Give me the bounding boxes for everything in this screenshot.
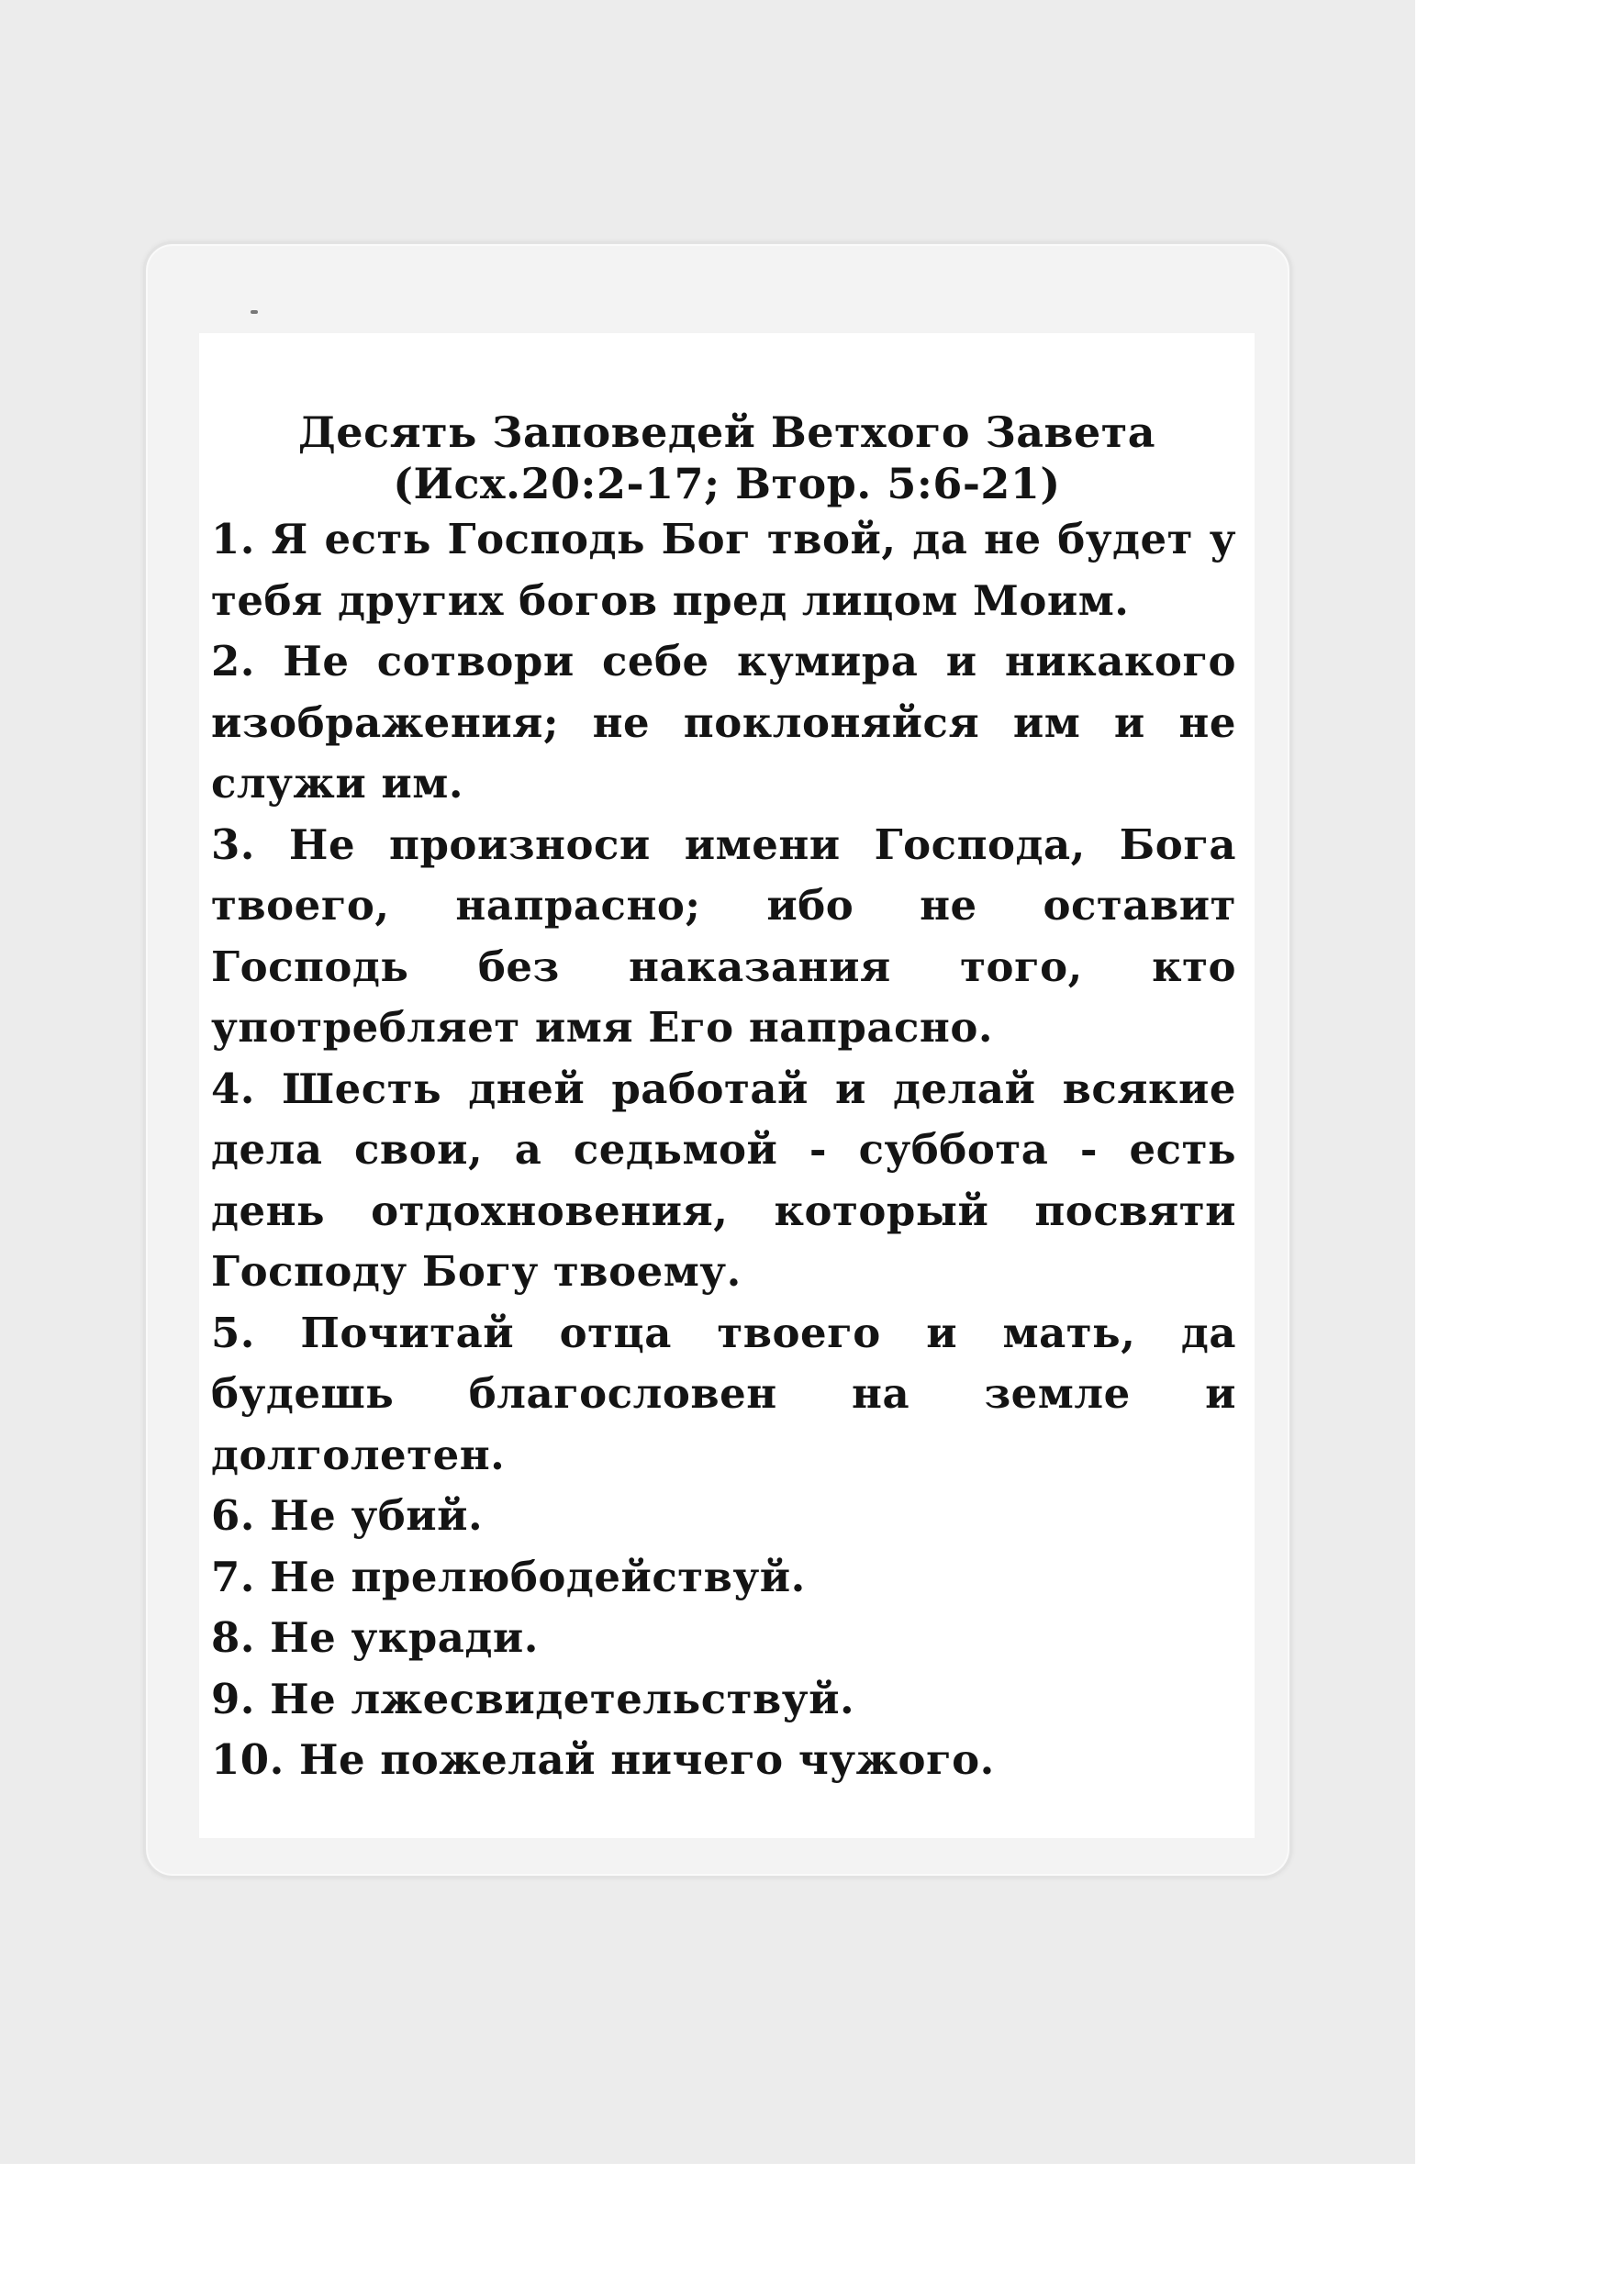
commandment-6: 6. Не убий. bbox=[211, 1491, 484, 1540]
commandment-1: 1. Я есть Господь Бог твой, да не будет у тебя других богов пред лицом Моим. bbox=[211, 515, 1236, 625]
commandment-7: 7. Не прелюбодействуй. bbox=[211, 1552, 806, 1601]
commandment-10: 10. Не пожелай ничего чужого. bbox=[211, 1735, 995, 1784]
scripture-reference: (Исх.20:2-17; Втор. 5:6-21) bbox=[393, 459, 1061, 508]
card-title: Десять Заповедей Ветхого Завета bbox=[297, 407, 1156, 457]
commandments-list bbox=[199, 509, 1255, 1791]
commandment-8: 8. Не укради. bbox=[211, 1613, 539, 1662]
prayer-card bbox=[199, 333, 1255, 1838]
commandment-4: 4. Шесть дней работай и делай всякие дела свои, а седьмой - суббота - есть день отдохновения, который посвяти Господу Богу твоему. bbox=[211, 1064, 1236, 1296]
card-content bbox=[199, 407, 1255, 1791]
commandment-9: 9. Не лжесвидетельствуй. bbox=[211, 1674, 855, 1723]
dust-speck bbox=[251, 310, 258, 314]
commandment-2: 2. Не сотвори себе кумира и никакого изображения; не поклоняйся им и не служи им. bbox=[211, 637, 1236, 808]
commandment-3: 3. Не произноси имени Господа, Бога твоего, напрасно; ибо не оставит Господь без наказания того, кто употребляет имя Его напрасно. bbox=[211, 819, 1236, 1052]
commandment-5: 5. Почитай отца твоего и мать, да будешь благословен на земле и долголетен. bbox=[211, 1308, 1236, 1479]
